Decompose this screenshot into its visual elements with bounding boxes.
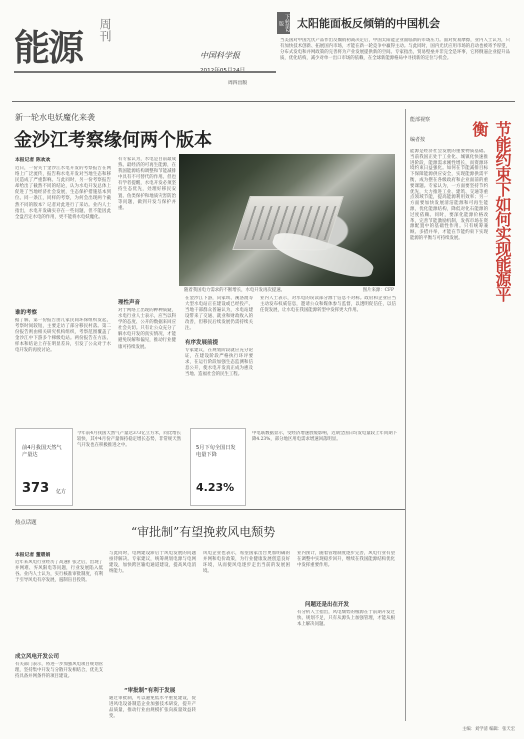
bottom-headline: “审批制”有望挽救风电颓势: [131, 525, 276, 539]
main-byline: 本报记者 陈欢欢: [15, 158, 51, 163]
main-col1b: 据了解，第一份报告由几家民间环保组织发起，考察时间较短，主要走访了部分移民村落。第二份报告则由相关研究机构组织，考察范围覆盖了金沙江中下游多个梯级电站。两份报告在方法、样本和结论上存在明显差异，引发了公众对于水电开发的再度讨论。: [15, 318, 111, 354]
main-kicker: 新一轮水电妖魔化来袭: [15, 113, 95, 122]
stat1-text: 今年前4月我国天然气产量达373亿立方米，同比增长较快，其中4月份产量保持稳定增长态势，非常规天然气开发也在积极推进之中。: [77, 431, 181, 449]
bottom-byline: 本报记者 董碧娟: [15, 553, 51, 558]
bottom-col2b: 通过审批制，可以避免低水平重复建设，促进风电设备制造企业加强技术研发，提升产品质量，推动行业由规模扩张向质量效益转变。: [109, 696, 196, 720]
bottom-divider: [12, 509, 405, 510]
bottom-subhead1: 成立风电开发公司: [15, 654, 60, 660]
top-story-kicker: 下转第2版: [278, 13, 290, 33]
stat1-unit: 亿方: [56, 489, 67, 495]
newspaper-name: 中国科学报: [200, 51, 240, 60]
main-subhead1: 谁的考察: [15, 310, 38, 316]
stat2-caption: 5月下旬全国日发电量下降: [196, 445, 236, 458]
masthead: [14, 13, 276, 97]
main-col1: 近日，一份关于金沙江水电开发的考察报告在网络上广泛流传，报告称水电开发对当地生态和移民造成了严重影响。与此同时，另一份考察报告却给出了截然不同的结论，认为水电开发总体上促进了当地经济社会发展，生态保护措施基本到位。同一条江，同样的考察，为何会出现两个截然不同的版本？记者对此进行了采访。业内人士指出，水电开发确实存在一些问题，但不能因此全盘否定水电的作用，更不能将水电妖魔化。: [15, 166, 111, 220]
bottom-label: 热点话题: [15, 520, 37, 526]
section-title: 能源: [14, 27, 83, 69]
bottom-col1: 近年来风电行业经历了高速扩张之后，出现了并网难、弃风限电等问题，行业发展陷入低谷。业内人士认为，实行核准审批制度，有利于引导风电有序发展，遏制盲目投资。: [15, 560, 103, 584]
sidebar-footer: 主编：刘学清 编辑：张天宏: [462, 727, 515, 732]
photo-caption: 随着我国电力需求的不断增长，水电开发再次提速。: [184, 288, 285, 293]
sidebar-sublabel: 编者按: [410, 137, 426, 143]
bottom-col2: 与此同时，电网建设滞后于风电发展的问题亟待解决。专家建议，统筹规划电源与电网建设，加快跨区输电通道建设，提高风电消纳能力。: [109, 551, 196, 575]
top-divider: [12, 101, 515, 102]
main-col2: 有专家认为，水电是目前最成熟、最经济的可再生能源，在我国能源结构调整和节能减排中具有不可替代的作用。但也有学者提醒，水电开发必须坚持生态优先，处理好移民安置、鱼类保护和地质灾害防治等问题，做到开发与保护并重。: [118, 157, 176, 211]
bottom-subhead2: “审批制”有利于发展: [124, 688, 176, 694]
sidebar-label: 能部视察: [410, 117, 431, 123]
sidebar-divider: [405, 109, 406, 721]
stat2-box: [190, 428, 246, 506]
sidebar-title: 节能约束下如何实现能源平衡: [470, 121, 512, 301]
dam-photo: [179, 154, 395, 286]
main-subhead3: 有序发展前提: [185, 340, 219, 346]
main-subhead2: 理性声音: [118, 300, 141, 306]
top-story-headline: 太阳能面板反倾销的中国机会: [297, 17, 440, 30]
bottom-col4b: 有分析人士指出，风电颓势的根源在于前期开发过快、规划不足，只有从源头上加强管理，才能从根本上解决问题。: [297, 610, 395, 628]
main-col4: 业内人士表示，对水电的误读部分源于信息不对称。政府和企业应当主动发布权威信息，邀请公众和媒体参与监督，以透明促信任，以信任促发展，让水电在我国能源转型中发挥更大作用。: [260, 296, 396, 314]
bottom-col4: 业内预计，随着管理制度逐步完善，风电行业有望在调整中实现稳步回升，继续在我国能源结构优化中发挥重要作用。: [297, 551, 395, 569]
stat2-text: 中电联数据显示，受经济增速放缓影响，近期全国日均发电量较上年同期下降4.23%，部分地区用电需求增速回落明显。: [252, 431, 397, 443]
main-headline: 金沙江考察缘何两个版本: [14, 130, 212, 151]
header-rule: [14, 71, 276, 73]
stat1-caption: 前4月我国天然气产量达: [22, 445, 62, 458]
bottom-col3: 风电企业也表示，希望国家出台更加明确的并网和电价政策，为行业健康发展创造良好环境，从而使风电逐步走出当前的发展困境。: [203, 551, 290, 575]
section-tag: 周刊: [98, 18, 112, 42]
main-col3: 在金沙江下游，向家坝、溪洛渡等大型水电站正在建设或已经投产。当地干部群众普遍认为，水电站建设带来了交通、就业和财政收入的改善，但移民后续发展仍需持续关注。: [185, 296, 253, 332]
sidebar-body: 能源是经济社会发展的重要物质基础。当前我国正处于工业化、城镇化快速推进阶段，能源需求刚性增长，而资源环境约束日益强化。如何在节能减排目标下保障能源供应安全，实现能源供需平衡，成为摆在各级政府和企业面前的重要课题。专家认为，一方面要坚持节约优先，大力推进工业、建筑、交通等重点领域节能，提高能源利用效率；另一方面要加快发展清洁能源和可再生能源，优化能源结构，降低对化石能源的过度依赖。同时，要深化能源价格改革，完善节能激励机制，发挥市场在资源配置中的基础性作用。只有统筹兼顾、多措并举，才能在节能约束下实现能源的平衡与可持续发展。: [410, 149, 488, 241]
main-col3b: 专家建议，在规划阶段就应充分论证，在建设阶段严格执行环评要求，在运行阶段加强生态监测和信息公开，使水电开发真正成为惠及当地、造福社会的民生工程。: [185, 348, 253, 378]
bottom-col1b: 有关部门表示，将进一步加强风电项目规划管理，坚持集中开发与分散开发相结合，优先支持具备并网条件的项目建设。: [15, 662, 103, 680]
main-col2b: 对于网络上出现的种种质疑，水电行业人士表示，应当以科学的态度、公开的数据来回应社会关切。只有让公众充分了解水电开发的真实情况，才能避免误解和偏见，推动行业健康可持续发展。: [118, 308, 176, 350]
photo-credit: 图片来源：CFP: [362, 288, 394, 293]
stat1-value: 373: [22, 481, 50, 496]
top-story-body: 当美国对中国光伏产品作出反倾销初裁决定后，中国太阳能企业面临新的市场压力。面对贸易摩擦，业内人士认为，只有加快技术创新、拓展国内市场，才能在新一轮竞争中赢得主动。与此同时，国内光伏应用市场的启动也被寄予厚望，分布式发电和并网政策的完善将为产业发展提供新的空间。专家指出，贸易壁垒并非完全是坏事，它将倒逼企业提升品质，优化结构，减少对单一出口市场的依赖，在全球新能源格局中寻找新的定位与机会。: [280, 38, 510, 62]
bottom-subhead3: 问题还是出在开发: [305, 602, 350, 608]
stat2-value: 4.23%: [196, 481, 235, 494]
issue-note: 周四出版: [228, 81, 248, 86]
